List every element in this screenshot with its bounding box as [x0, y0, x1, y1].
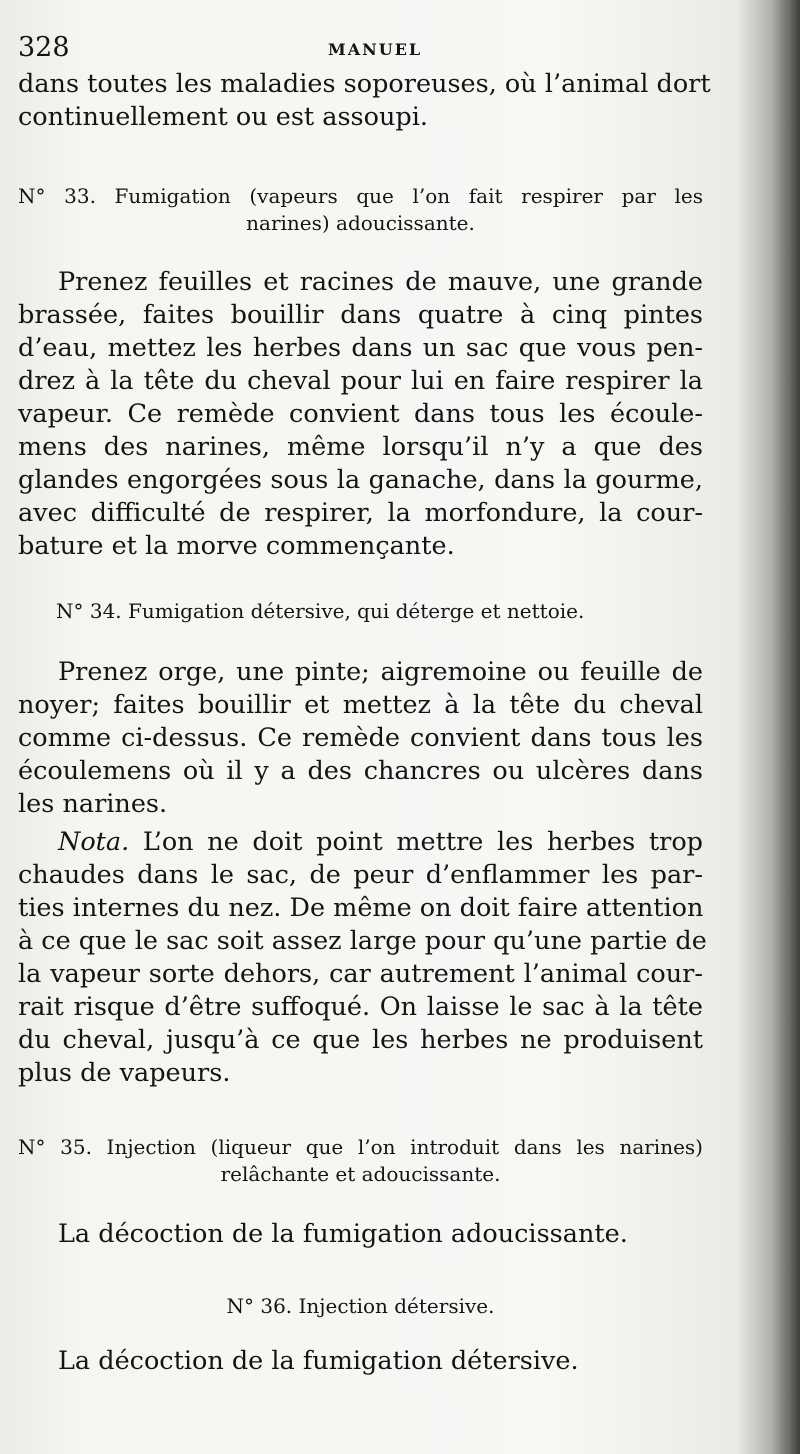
intro-line: dans toutes les maladies soporeuses, où l’animal dort: [18, 69, 711, 99]
section-33-line: vapeur. Ce remède convient dans tous les écoule-: [18, 399, 703, 429]
nota-label: Nota.: [58, 827, 130, 857]
nota-line: du cheval, jusqu’à ce que les herbes ne produisent: [18, 1025, 703, 1055]
nota-line: ties internes du nez. De même on doit faire attention: [18, 893, 704, 923]
section-33-line: glandes engorgées sous la ganache, dans la gourme,: [18, 465, 703, 495]
section-34-line: Prenez orge, une pinte; aigremoine ou feuille de: [58, 657, 703, 687]
section-34-heading: [18, 598, 703, 625]
section-36-heading: [18, 1293, 703, 1320]
section-35-line: La décoction de la fumigation adoucissante.: [58, 1219, 628, 1249]
section-35-paragraph: [18, 1218, 703, 1251]
nota-line: chaudes dans le sac, de peur d’enflammer les par-: [18, 860, 703, 890]
section-34-line: les narines.: [18, 789, 168, 819]
section-34-line: écoulemens où il y a des chancres ou ulcères dans: [18, 756, 703, 786]
nota-paragraph: [18, 826, 707, 1090]
section-34-line: comme ci-dessus. Ce remède convient dans tous les: [18, 723, 703, 753]
section-36-paragraph: [18, 1345, 703, 1378]
section-33-line: bature et la morve commençante.: [18, 531, 455, 561]
section-33-line: Prenez feuilles et racines de mauve, une grande: [58, 267, 703, 297]
intro-line: continuellement ou est assoupi.: [18, 102, 428, 132]
nota-line: à ce que le sac soit assez large pour qu’une partie de: [18, 926, 707, 956]
section-33-heading: [18, 183, 703, 237]
intro-paragraph: [18, 68, 711, 134]
section-33-heading-line: N° 33. Fumigation (vapeurs que l’on fait respirer par les: [18, 184, 703, 208]
section-36-heading-line: N° 36. Injection détersive.: [226, 1294, 495, 1318]
section-34-paragraph: [18, 656, 703, 821]
section-33-paragraph: [18, 266, 703, 563]
page-edge-shadow: [772, 0, 800, 1454]
page-number: 328: [18, 32, 70, 63]
section-34-heading-line: N° 34. Fumigation détersive, qui déterge et nettoie.: [56, 599, 585, 623]
nota-first-line-text: L’on ne doit point mettre les herbes trop: [129, 827, 703, 857]
section-33-line: brassée, faites bouillir dans quatre à cinq pintes: [18, 300, 703, 330]
section-33-heading-line: narines) adoucissante.: [246, 211, 475, 235]
nota-first-line: [18, 826, 703, 859]
page-header: [18, 32, 708, 68]
running-title: MANUEL: [328, 40, 423, 59]
section-34-line: noyer; faites bouillir et mettez à la tête du cheval: [18, 690, 703, 720]
nota-line: rait risque d’être suffoqué. On laisse le sac à la tête: [18, 992, 703, 1022]
section-33-line: d’eau, mettez les herbes dans un sac que vous pen-: [18, 333, 703, 363]
section-35-heading: [18, 1134, 703, 1188]
section-33-line: drez à la tête du cheval pour lui en faire respirer la: [18, 366, 703, 396]
section-33-line: avec difficulté de respirer, la morfondure, la cour-: [18, 498, 703, 528]
section-36-line: La décoction de la fumigation détersive.: [58, 1346, 579, 1376]
nota-line: plus de vapeurs.: [18, 1058, 231, 1088]
section-35-heading-line: relâchante et adoucissante.: [220, 1162, 501, 1186]
section-35-heading-line: N° 35. Injection (liqueur que l’on introduit dans les narines): [18, 1135, 703, 1159]
section-33-line: mens des narines, même lorsqu’il n’y a que des: [18, 432, 703, 462]
nota-line: la vapeur sorte dehors, car autrement l’animal cour-: [18, 959, 703, 989]
